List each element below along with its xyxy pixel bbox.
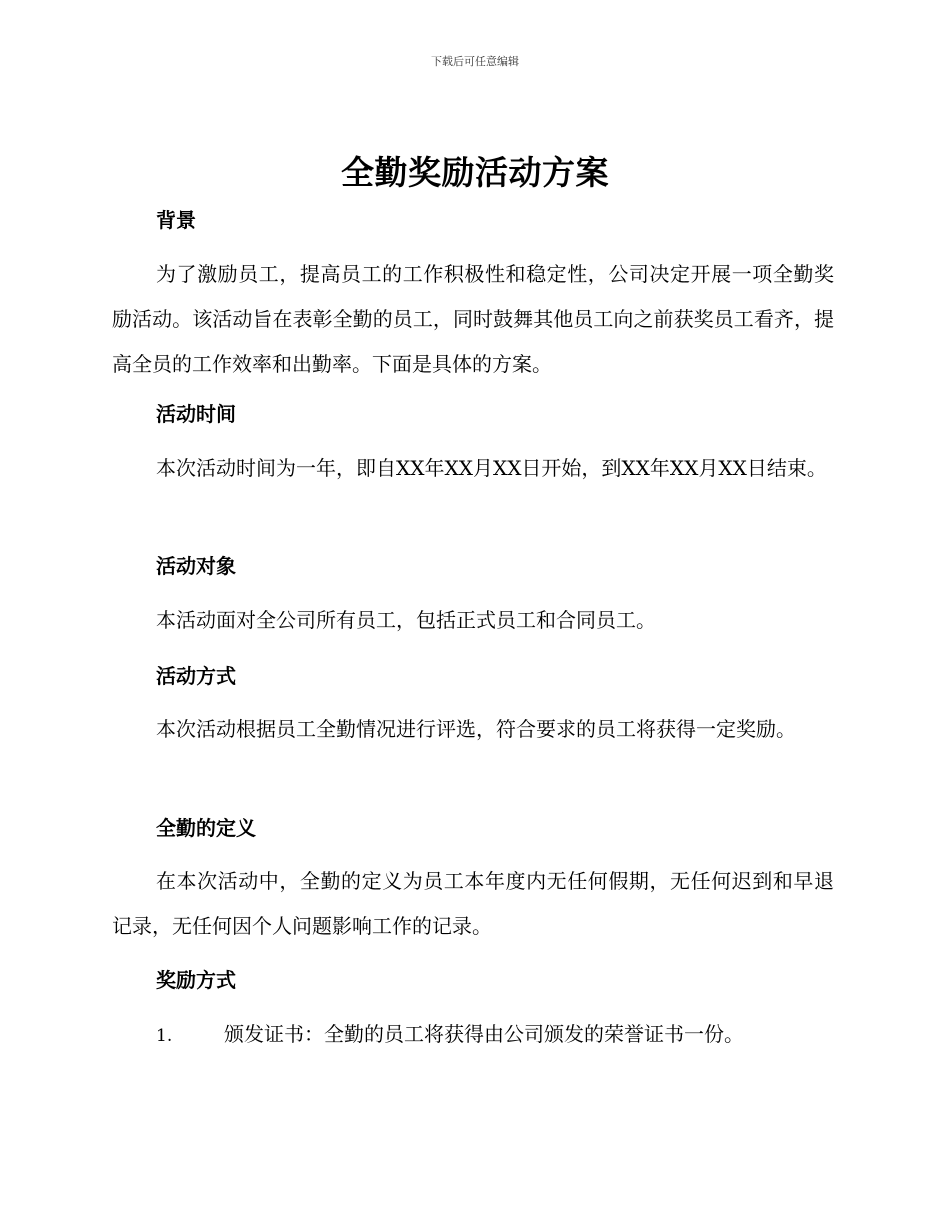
heading-reward-method: 奖励方式: [156, 968, 236, 992]
header-note: 下载后可任意编辑: [431, 55, 519, 68]
paragraph-attendance-definition: 在本次活动中，全勤的定义为员工本年度内无任何假期，无任何迟到和早退记录，无任何因个人问题影响工作的记录。: [112, 869, 834, 938]
list-item-number: 1.: [156, 1026, 173, 1046]
heading-background: 背景: [156, 208, 196, 232]
paragraph-activity-time: 本次活动时间为一年，即自XX年XX月XX日开始，到XX年XX月XX日结束。: [156, 456, 827, 480]
document-title: 全勤奖励活动方案: [341, 153, 609, 192]
heading-activity-target: 活动对象: [156, 554, 236, 578]
heading-attendance-definition: 全勤的定义: [156, 816, 256, 840]
list-item-text: 颁发证书：全勤的员工将获得由公司颁发的荣誉证书一份。: [224, 1022, 744, 1046]
paragraph-activity-target: 本活动面对全公司所有员工，包括正式员工和合同员工。: [156, 608, 656, 632]
paragraph-background: 为了激励员工，提高员工的工作积极性和稳定性，公司决定开展一项全勤奖励活动。该活动旨在表彰全勤的员工，同时鼓舞其他员工向之前获奖员工看齐，提高全员的工作效率和出勤率。下面是具体的方案。: [112, 262, 834, 376]
heading-activity-time: 活动时间: [156, 402, 236, 426]
paragraph-activity-method: 本次活动根据员工全勤情况进行评选，符合要求的员工将获得一定奖励。: [156, 717, 796, 741]
reward-list-item: [156, 1019, 836, 1051]
heading-activity-method: 活动方式: [156, 664, 236, 688]
